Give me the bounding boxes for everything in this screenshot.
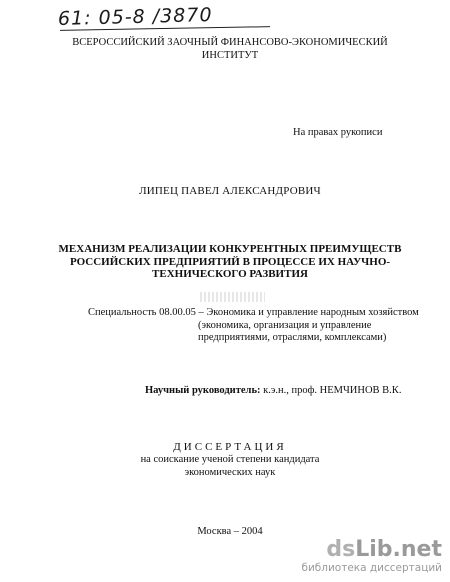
watermark-subtitle: библиотека диссертаций [301,562,442,574]
manuscript-rights-note: На правах рукописи [293,127,383,138]
title-line-2: РОССИЙСКИХ ПРЕДПРИЯТИЙ В ПРОЦЕССЕ ИХ НАУЧНО- [69,255,391,268]
degree-line-2: экономических наук [184,466,276,478]
degree-line-1: на соискание ученой степени кандидата [140,454,320,465]
faint-stamp-mark [200,292,265,302]
specialty-line-1: Специальность 08.00.05 – Экономика и управление народным хозяйством [88,307,419,318]
degree-description [40,454,420,479]
dissertation-title [40,243,420,281]
handwritten-archive-number: 61: 05-8 /3870 [57,3,213,31]
institution-line-2: ИНСТИТУТ [201,50,259,61]
title-line-3: ТЕХНИЧЕСКОГО РАЗВИТИЯ [152,268,308,280]
scientific-advisor [145,385,401,396]
dslib-watermark[interactable] [301,539,442,574]
logo-prefix: ds [326,537,356,562]
specialty-line-2: (экономика, организация и управление [198,319,372,331]
dslib-logo [301,539,442,561]
specialty-line-3: предприятиями, отраслями, комплексами) [198,332,387,343]
logo-rest: Lib.net [355,537,442,562]
institution-name [40,36,420,62]
advisor-label: Научный руководитель: [145,385,261,396]
specialty-block [88,307,419,345]
dissertation-heading: ДИССЕРТАЦИЯ [173,441,287,453]
city-year: Москва – 2004 [197,526,263,537]
advisor-value: к.э.н., проф. НЕМЧИНОВ В.К. [260,385,402,396]
title-line-1: МЕХАНИЗМ РЕАЛИЗАЦИИ КОНКУРЕНТНЫХ ПРЕИМУЩЕСТВ [58,243,402,255]
author-name: ЛИПЕЦ ПАВЕЛ АЛЕКСАНДРОВИЧ [139,185,321,197]
institution-line-1: ВСЕРОССИЙСКИЙ ЗАОЧНЫЙ ФИНАНСОВО-ЭКОНОМИЧЕСКИЙ [72,37,388,48]
